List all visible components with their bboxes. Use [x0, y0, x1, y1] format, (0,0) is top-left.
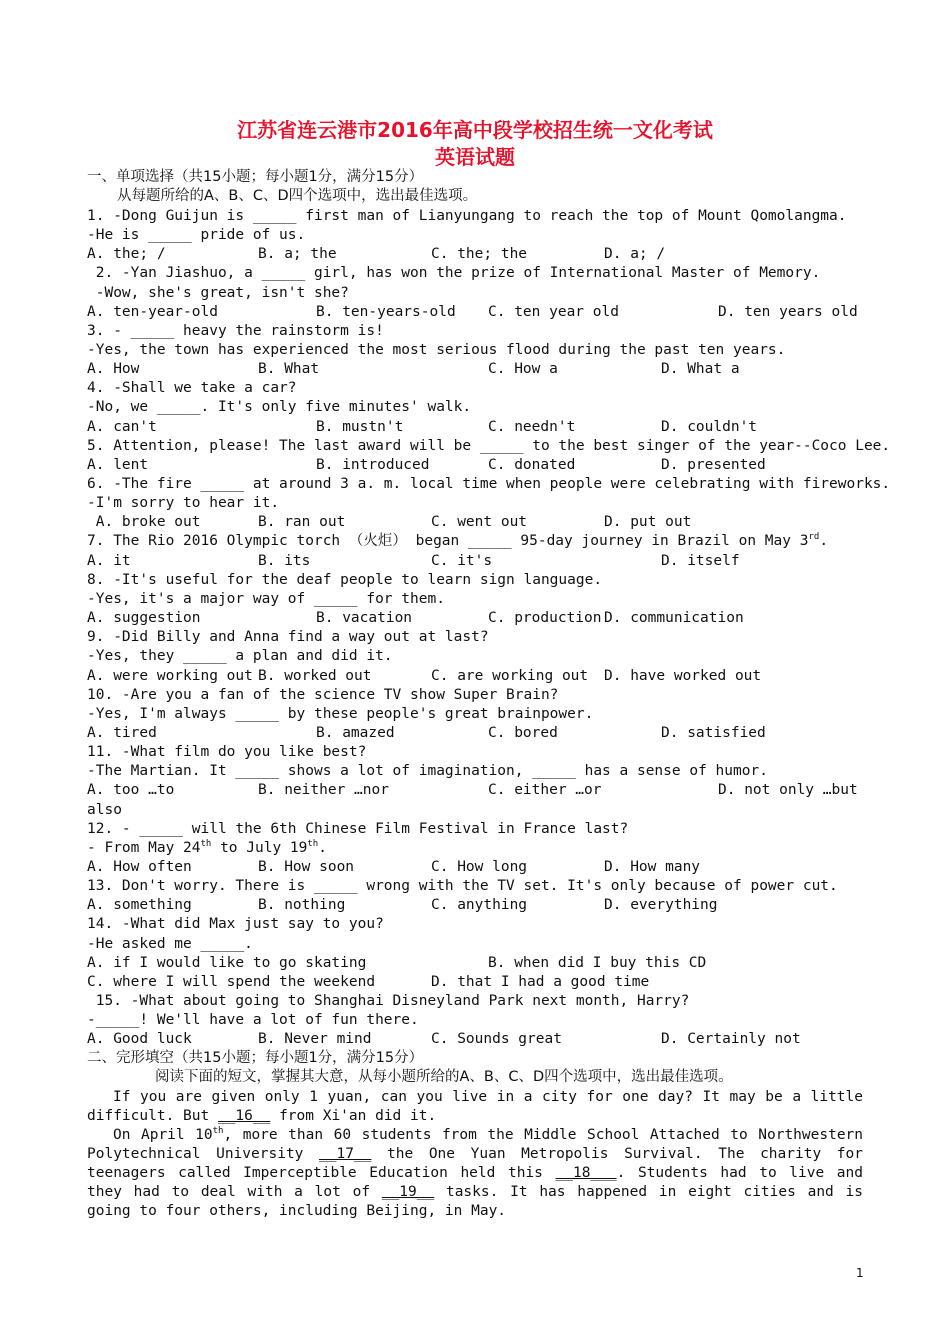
q11-option-a: A. too …to: [87, 782, 175, 798]
q3-option-b: B. What: [258, 361, 320, 377]
q13-stem: 13. Don't worry. There is _____ wrong with the TV set. It's only because of power cut.: [87, 878, 838, 894]
q12-sup2: th: [307, 839, 319, 850]
q4-response: -No, we _____. It's only five minutes' walk.: [87, 399, 472, 415]
section2-instruction: 阅读下面的短文，掌握其大意，从每小题所给的A、B、C、D四个选项中，选出最佳选项。: [155, 1069, 733, 1085]
q2-option-c: C. ten year old: [488, 304, 619, 320]
q6-stem: 6. -The fire _____ at around 3 a. m. local time when people were celebrating with fireworks.: [87, 476, 891, 492]
q12-response-part2: to July 19: [211, 840, 308, 856]
q15-option-a: A. Good luck: [87, 1031, 192, 1047]
q10-option-a: A. tired: [87, 725, 157, 741]
q3-stem: 3. - _____ heavy the rainstorm is!: [87, 323, 384, 339]
q13-option-b: B. nothing: [258, 897, 346, 913]
cloze-p2-sup: th: [212, 1126, 224, 1137]
cloze-p2-text-b: , more than 60 students from the Middle School Attached to Northwestern Polytechnical University: [87, 1127, 864, 1162]
q15-option-c: C. Sounds great: [431, 1031, 562, 1047]
q8-stem: 8. -It's useful for the deaf people to learn sign language.: [87, 572, 603, 588]
cloze-p2-text-d: . Students had to live and they had to deal with a lot of: [87, 1165, 864, 1200]
q2-option-b: B. ten-years-old: [316, 304, 456, 320]
q4-stem: 4. -Shall we take a car?: [87, 380, 297, 396]
q7-option-a: A. it: [87, 553, 131, 569]
q12-sup1: th: [200, 839, 212, 850]
q7-option-c: C. it's: [431, 553, 493, 569]
q11-response: -The Martian. It _____ shows a lot of imagination, _____ has a sense of humor.: [87, 763, 768, 779]
q15-response: -_____! We'll have a lot of fun there.: [87, 1012, 419, 1028]
q7-end: .: [819, 533, 829, 549]
q14-option-c: C. where I will spend the weekend: [87, 974, 376, 990]
q10-stem: 10. -Are you a fan of the science TV show Super Brain?: [87, 687, 559, 703]
q1-option-b: B. a; the: [258, 246, 337, 262]
q12-response: [87, 839, 327, 858]
q4-option-b: B. mustn't: [316, 419, 404, 435]
q6-option-c: C. went out: [431, 514, 528, 530]
q5-option-c: C. donated: [488, 457, 576, 473]
q12-option-b: B. How soon: [258, 859, 355, 875]
exam-subtitle: 英语试题: [435, 145, 515, 169]
q9-option-a: A. were working out: [87, 668, 253, 684]
q2-response: -Wow, she's great, isn't she?: [87, 285, 349, 301]
q4-option-d: D. couldn't: [661, 419, 758, 435]
q7-stem: [87, 532, 828, 551]
q13-option-c: C. anything: [431, 897, 528, 913]
q11-option-c: C. either …or: [488, 782, 602, 798]
cloze-paragraph-2: [87, 1126, 863, 1221]
q3-option-d: D. What a: [661, 361, 740, 377]
q7-option-b: B. its: [258, 553, 311, 569]
q5-option-b: B. introduced: [316, 457, 430, 473]
q7-option-d: D. itself: [661, 553, 740, 569]
exam-title: 江苏省连云港市2016年高中段学校招生统一文化考试: [237, 118, 713, 142]
q6-option-d: D. put out: [604, 514, 692, 530]
q3-response: -Yes, the town has experienced the most serious flood during the past ten years.: [87, 342, 786, 358]
q5-option-d: D. presented: [661, 457, 766, 473]
q2-stem: 2. -Yan Jiashuo, a _____ girl, has won the prize of International Master of Memory.: [87, 265, 821, 281]
q14-option-d: D. that I had a good time: [431, 974, 650, 990]
q6-option-b: B. ran out: [258, 514, 346, 530]
q8-option-b: B. vacation: [316, 610, 413, 626]
q2-option-a: A. ten-year-old: [87, 304, 218, 320]
q7-stem-text: 7. The Rio 2016 Olympic torch （火炬） began _____ 95-day journey in Brazil on May 3: [87, 533, 809, 549]
q2-option-d: D. ten years old: [718, 304, 858, 320]
q11-stem: 11. -What film do you like best?: [87, 744, 367, 760]
q10-response: -Yes, I'm always _____ by these people's great brainpower.: [87, 706, 594, 722]
q8-option-d: D. communication: [604, 610, 744, 626]
q10-option-d: D. satisfied: [661, 725, 766, 741]
q14-stem: 14. -What did Max just say to you?: [87, 916, 384, 932]
q12-stem: 12. - _____ will the 6th Chinese Film Festival in France last?: [87, 821, 629, 837]
q4-option-c: C. needn't: [488, 419, 576, 435]
cloze-p2-text-c: the One Yuan Metropolis Survival. The charity for teenagers called Imperceptible Education held this: [87, 1146, 863, 1181]
q14-option-b: B. when did I buy this CD: [488, 955, 707, 971]
q15-option-b: B. Never mind: [258, 1031, 372, 1047]
q14-response: -He asked me _____.: [87, 936, 253, 952]
q8-option-c: C. production: [488, 610, 602, 626]
q3-option-a: A. How: [87, 361, 140, 377]
q1-stem: 1. -Dong Guijun is _____ first man of Lianyungang to reach the top of Mount Qomolangma.: [87, 208, 847, 224]
q6-response: -I'm sorry to hear it.: [87, 495, 280, 511]
q12-option-a: A. How often: [87, 859, 192, 875]
q10-option-c: C. bored: [488, 725, 558, 741]
cloze-blank-18: __18___: [555, 1165, 617, 1181]
q9-response: -Yes, they _____ a plan and did it.: [87, 648, 393, 664]
cloze-blank-17: __17__: [319, 1146, 372, 1162]
q7-sup: rd: [808, 532, 820, 543]
q13-option-d: D. everything: [604, 897, 718, 913]
q12-response-end: .: [318, 840, 327, 856]
q11-option-d-wrap: also: [87, 802, 122, 818]
q13-option-a: A. something: [87, 897, 192, 913]
q6-option-a: A. broke out: [87, 514, 201, 530]
cloze-blank-16: __16__: [217, 1108, 271, 1124]
q14-option-a: A. if I would like to go skating: [87, 955, 367, 971]
q10-option-b: B. amazed: [316, 725, 395, 741]
q8-response: -Yes, it's a major way of _____ for them.: [87, 591, 445, 607]
q15-option-d: D. Certainly not: [661, 1031, 801, 1047]
q9-option-c: C. are working out: [431, 668, 589, 684]
q1-option-d: D. a; /: [604, 246, 666, 262]
q1-option-a: A. the; /: [87, 246, 166, 262]
q5-stem: 5. Attention, please! The last award will be _____ to the best singer of the year--Coco Lee.: [87, 438, 891, 454]
q11-option-d: D. not only …but: [718, 782, 858, 798]
q4-option-a: A. can't: [87, 419, 157, 435]
section2-heading: 二、完形填空（共15小题；每小题1分，满分15分）: [87, 1050, 424, 1066]
cloze-p2-text-a: On April 10: [113, 1127, 213, 1143]
q12-option-c: C. How long: [431, 859, 528, 875]
q15-stem: 15. -What about going to Shanghai Disneyland Park next month, Harry?: [87, 993, 690, 1009]
q5-option-a: A. lent: [87, 457, 149, 473]
q9-stem: 9. -Did Billy and Anna find a way out at last?: [87, 629, 489, 645]
q8-option-a: A. suggestion: [87, 610, 201, 626]
q1-option-c: C. the; the: [431, 246, 528, 262]
q3-option-c: C. How a: [488, 361, 558, 377]
cloze-p2-text-e: tasks. It has happened in eight cities and is going to four others, including Beijing, in May.: [87, 1184, 864, 1219]
q1-response: -He is _____ pride of us.: [87, 227, 306, 243]
cloze-p1-text-a: If you are given only 1 yuan, can you live in a city for one day? It may be a little difficult. But: [87, 1089, 863, 1124]
cloze-blank-19: __19__: [381, 1184, 435, 1200]
q11-option-b: B. neither …nor: [258, 782, 389, 798]
q9-option-b: B. worked out: [258, 668, 372, 684]
section1-instruction: 从每题所给的A、B、C、D四个选项中，选出最佳选项。: [117, 188, 478, 204]
q12-option-d: D. How many: [604, 859, 701, 875]
cloze-paragraph-1: [87, 1088, 863, 1126]
q12-response-part1: - From May 24: [87, 840, 201, 856]
q9-option-d: D. have worked out: [604, 668, 762, 684]
cloze-p1-text-b: from Xi'an did it.: [270, 1108, 437, 1124]
page-number: 1: [856, 1266, 864, 1280]
section1-heading: 一、单项选择（共15小题；每小题1分，满分15分）: [87, 169, 424, 185]
